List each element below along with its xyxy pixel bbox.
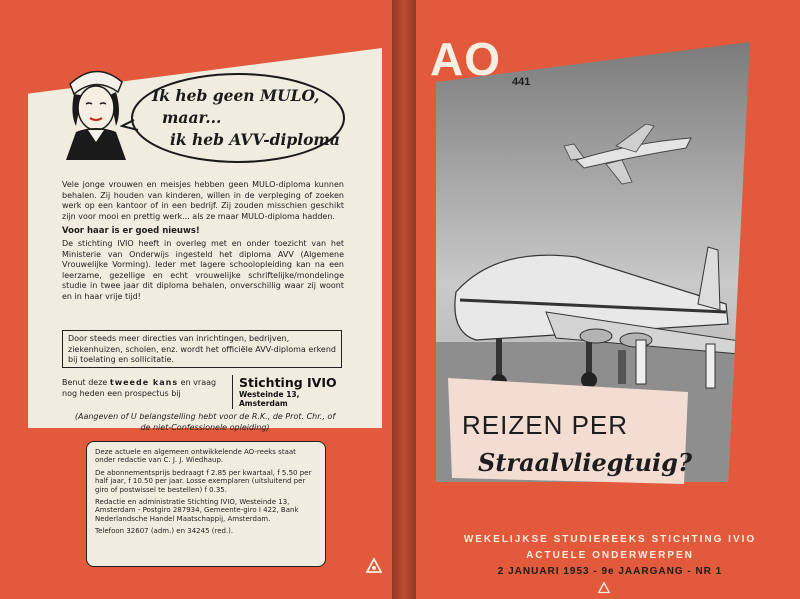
issue-number: 441 [512, 76, 531, 88]
publisher-triangle-icon [366, 558, 382, 574]
denomination-note: (Aangeven of U belangstelling hebt voor de R.K., de Prot. Chr., of de niet-Confessionele opleiding) [74, 412, 336, 432]
headline-line-2: maar... [162, 108, 222, 127]
org-name: Stichting IVIO [239, 375, 337, 390]
series-logo: AO [430, 33, 501, 85]
intro-paragraph: Vele jonge vrouwen en meisjes hebben geen MULO-diploma kunnen behalen. Zij houden van kinderen, willen in de verpleging of zoeken werk op een kantoor of in een bedrijf. Zij zouden misschien geschikt zijn voor mooi en prettig werk... als ze maar MULO-diploma hadden. [62, 180, 344, 221]
series-subtitle: ACTUELE ONDERWERPEN [526, 550, 694, 561]
org-address-block [232, 375, 342, 409]
series-name: WEKELIJKSE STUDIEREEKS STICHTING IVIO [463, 534, 757, 545]
good-news-heading: Voor haar is er goed nieuws! [62, 226, 200, 236]
issue-date-line: 2 JANUARI 1953 - 9e JAARGANG - NR 1 [497, 566, 723, 577]
info-prices: De abonnementsprijs bedraagt f 2.85 per kwartaal, f 5.50 per half jaar, f 10.50 per jaar. Losse exemplaren (uitsluitend per giro of postwissel te bestellen) f 0.35. [95, 468, 312, 494]
cover-title-line-2: Straalvliegtuig? [478, 448, 693, 477]
headline-line-1: Ik heb geen MULO, [152, 86, 320, 105]
info-editor: Deze actuele en algemeen ontwikkelende AO-reeks staat onder redactie van C. J. J. Wiedhaup. [95, 448, 296, 465]
publisher-triangle-icon [598, 582, 610, 594]
cta-emphasis: tweede kans [109, 378, 179, 387]
book-spine [392, 0, 416, 599]
headline-line-3: ik heb AVV-diploma [170, 130, 340, 149]
recognition-box: Door steeds meer directies van inrichtingen, bedrijven, ziekenhuizen, scholen, enz. wordt het officiële AVV-diploma erkend bij toelating en sollicitatie. [62, 330, 342, 368]
prospectus-call-to-action [62, 377, 228, 399]
speech-bubble [120, 68, 348, 168]
good-news-paragraph: De stichting IVIO heeft in overleg met en onder toezicht van het Ministerie van Onderwijs ingesteld het diploma AVV (Algemene Vrouwelijke Vorming). Ieder met lagere schoolopleiding kan na een leerzame, gezellige en echt vrouwelijke schriftelijke/mondelinge studie in twee jaar dit diploma behalen, onverschillig waar zij woont en in haar vrije tijd! [62, 239, 344, 301]
org-address-2: Amsterdam [239, 399, 288, 408]
cta-pre: Benut deze [62, 378, 108, 387]
org-address-1: Westeinde 13, [239, 390, 300, 399]
info-phone: Telefoon 32607 (adm.) en 34245 (red.). [95, 527, 234, 536]
info-administration: Redactie en administratie Stichting IVIO, Westeinde 13, Amsterdam - Postgiro 287934, Gemeente-giro I 422, Bank Nederlandsche Handel Maatschappij, Amsterdam. [95, 498, 299, 523]
cover-title-line-1: REIZEN PER [462, 410, 629, 440]
publication-info-box [86, 441, 326, 567]
cta-post: en vraag nog heden een prospectus bij [62, 378, 217, 398]
